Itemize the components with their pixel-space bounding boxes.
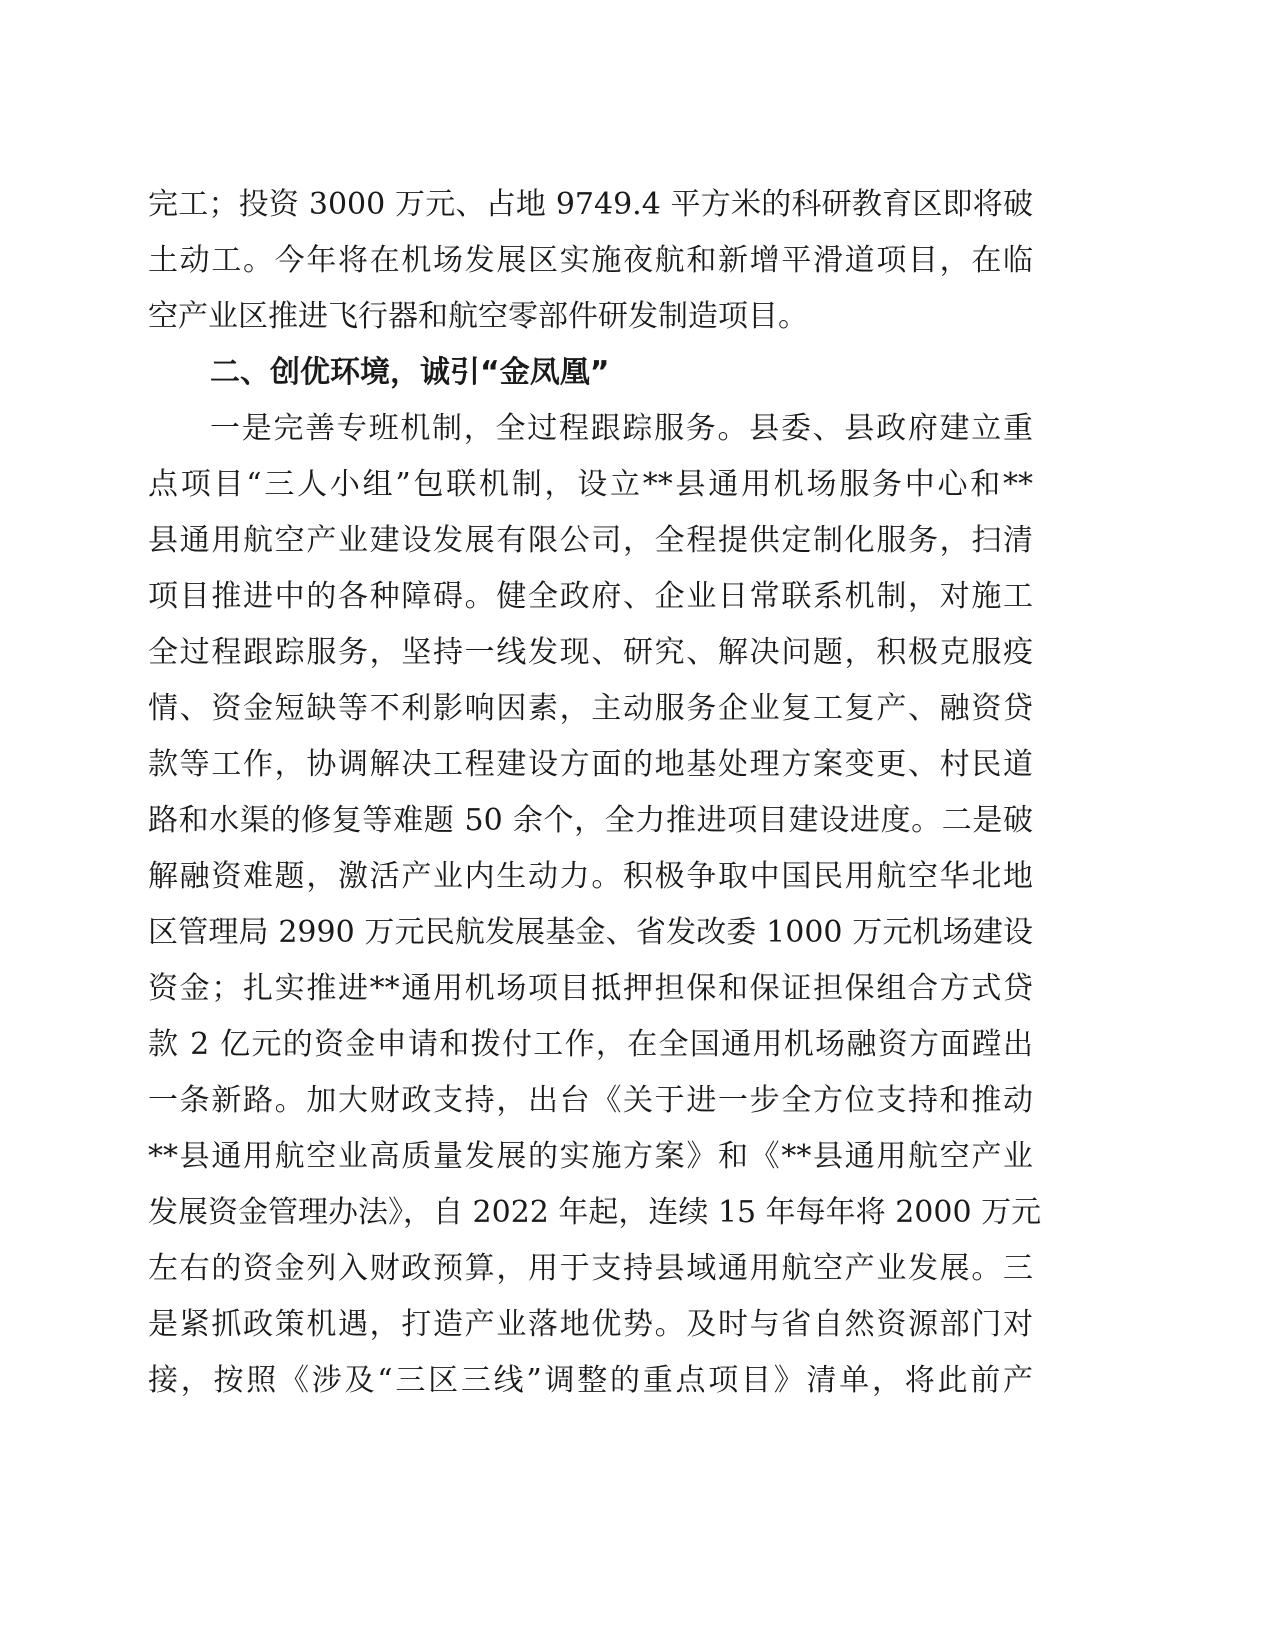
text-line: 项目推进中的各种障碍。健全政府、企业日常联系机制，对施工 (148, 579, 1033, 614)
text-line: 全过程跟踪服务，坚持一线发现、研究、解决问题，积极克服疫 (148, 635, 1033, 670)
text-line: 解融资难题，激活产业内生动力。积极争取中国民用航空华北地 (148, 859, 1033, 894)
text-line: 资金；扎实推进**通用机场项目抵押担保和保证担保组合方式贷 (148, 971, 1033, 1006)
text-line: 款等工作，协调解决工程建设方面的地基处理方案变更、村民道 (148, 747, 1033, 782)
section-heading: 二、创优环境，诚引“金凤凰” (210, 355, 610, 390)
document-body (148, 177, 1048, 1409)
text-line: 接，按照《涉及“三区三线”调整的重点项目》清单，将此前产 (148, 1363, 1033, 1398)
text-line: 一条新路。加大财政支持，出台《关于进一步全方位支持和推动 (148, 1083, 1033, 1118)
text-line: 发展资金管理办法》，自 2022 年起，连续 15 年每年将 2000 万元 (148, 1195, 1042, 1230)
text-line: 是紧抓政策机遇，打造产业落地优势。及时与省自然资源部门对 (148, 1307, 1033, 1342)
text-line: 完工；投资 3000 万元、占地 9749.4 平方米的科研教育区即将破 (148, 187, 1033, 222)
text-line: 区管理局 2990 万元民航发展基金、省发改委 1000 万元机场建设 (148, 915, 1033, 950)
text-line: 款 2 亿元的资金申请和拨付工作，在全国通用机场融资方面蹚出 (148, 1027, 1033, 1062)
text-line: 县通用航空产业建设发展有限公司，全程提供定制化服务，扫清 (148, 523, 1033, 558)
text-line: 空产业区推进飞行器和航空零部件研发制造项目。 (148, 299, 808, 334)
text-line: 路和水渠的修复等难题 50 余个，全力推进项目建设进度。二是破 (148, 803, 1033, 838)
text-line: 一是完善专班机制，全过程跟踪服务。县委、县政府建立重 (210, 411, 1033, 446)
text-line: 情、资金短缺等不利影响因素，主动服务企业复工复产、融资贷 (148, 691, 1033, 726)
text-line: 土动工。今年将在机场发展区实施夜航和新增平滑道项目，在临 (148, 243, 1033, 278)
text-line: 点项目“三人小组”包联机制，设立**县通用机场服务中心和** (148, 467, 1033, 502)
text-line: 左右的资金列入财政预算，用于支持县域通用航空产业发展。三 (148, 1251, 1033, 1286)
text-line: **县通用航空业高质量发展的实施方案》和《**县通用航空产业 (148, 1139, 1033, 1174)
